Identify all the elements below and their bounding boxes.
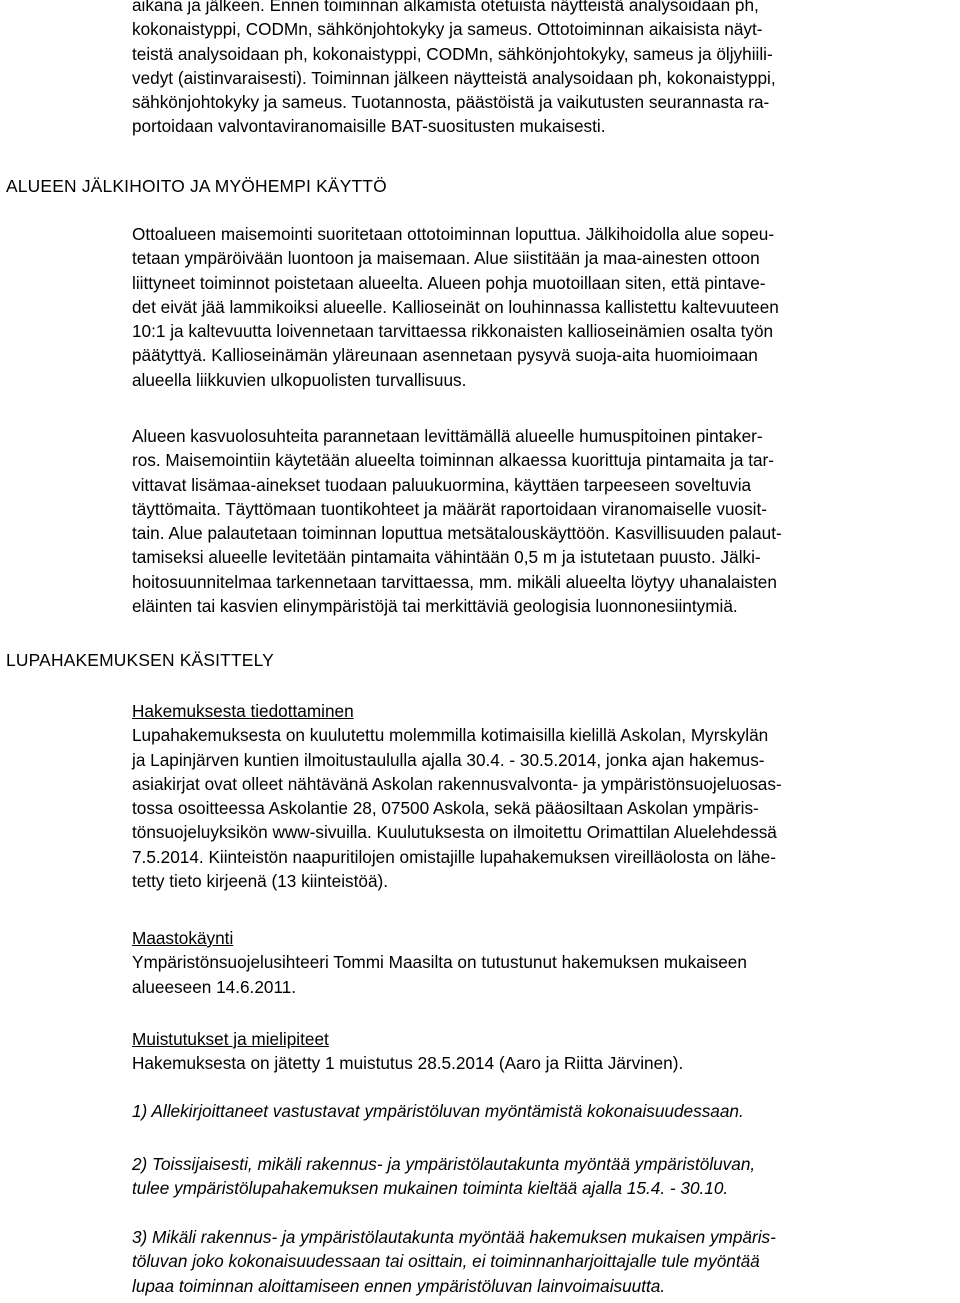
section-heading-aftercare: ALUEEN JÄLKIHOITO JA MYÖHEMPI KÄYTTÖ bbox=[6, 176, 387, 196]
objection-point-1 bbox=[132, 1099, 944, 1123]
text-line: asiakirjat ovat olleet nähtävänä Askolan rakennusvalvonta- ja ympäristönsuojeluosas- bbox=[132, 773, 782, 794]
text-line: kokonaistyppi, CODMn, sähkönjohtokyky ja sameus. Ottotoiminnan aikaisista näyt- bbox=[132, 19, 763, 40]
text-line: lupaa toiminnan aloittamiseen ennen ympäristöluvan lainvoimaisuutta. bbox=[132, 1275, 666, 1296]
text-line: teistä analysoidaan ph, kokonaistyppi, CODMn, sähkönjohtokyky, sameus ja öljyhiili- bbox=[132, 43, 773, 64]
text-line: vedyt (aistinvaraisesti). Toiminnan jälkeen näytteistä analysoidaan ph, kokonaistyppi, bbox=[132, 67, 776, 88]
text-line: Ottoalueen maisemointi suoritetaan ottotoiminnan loputtua. Jälkihoidolla alue sopeu- bbox=[132, 224, 775, 244]
text-line: det eivät jää lammikoiksi alueelle. Kallioseinät on louhinnassa kallistettu kaltevuuteen bbox=[132, 296, 779, 317]
text-line: töluvan joko kokonaisuudessaan tai osittain, ei toiminnanharjoittajalle tule myöntää bbox=[132, 1251, 760, 1272]
text-line: 2) Toissijaisesti, mikäli rakennus- ja ympäristölautakunta myöntää ympäristöluvan, bbox=[132, 1154, 756, 1174]
text-line: ros. Maisemointiin käytetään alueelta toiminnan alkaessa kuorittuja pintamaita ja tar- bbox=[132, 450, 774, 471]
text-line: liittyneet toiminnot poistetaan alueelta. Alueen pohja muotoillaan siten, että pintave- bbox=[132, 272, 766, 293]
site-visit-block bbox=[132, 926, 944, 999]
aftercare-paragraph-2 bbox=[132, 424, 944, 618]
section-heading-processing: LUPAHAKEMUKSEN KÄSITTELY bbox=[6, 650, 274, 670]
objections-block bbox=[132, 1027, 944, 1076]
objection-point-3 bbox=[132, 1225, 944, 1298]
intro-paragraph bbox=[132, 0, 944, 139]
text-line: Lupahakemuksesta on kuulutettu molemmilla kotimaisilla kielillä Askolan, Myrskylän bbox=[132, 725, 769, 746]
text-line: alueella liikkuvien ulkopuolisten turvallisuus. bbox=[132, 369, 467, 390]
notice-block bbox=[132, 699, 944, 893]
text-line: tossa osoitteessa Askolantie 28, 07500 Askola, sekä pääosiltaan Askolan ympäris- bbox=[132, 798, 759, 819]
text-line: tain. Alue palautetaan toiminnan loputtua metsätalouskäyttöön. Kasvillisuuden palaut- bbox=[132, 523, 782, 544]
text-line: eläinten tai kasvien elinympäristöjä tai merkittäviä geologisia luonnonesiintymiä. bbox=[132, 596, 738, 617]
text-line: 7.5.2014. Kiinteistön naapuritilojen omistajille lupahakemuksen vireilläolosta on lähe- bbox=[132, 846, 776, 867]
text-line: 10:1 ja kaltevuutta loivennetaan tarvittaessa rikkonaisten kallioseinämien osalta työn bbox=[132, 321, 774, 342]
objections-subheading: Muistutukset ja mielipiteet bbox=[132, 1029, 329, 1049]
text-line: aikana ja jälkeen. Ennen toiminnan alkamista otetuista näytteistä analysoidaan ph, bbox=[132, 0, 759, 15]
text-line: tönsuojeluyksikön www-sivuilla. Kuulutuksesta on ilmoitettu Orimattilan Aluelehdessä bbox=[132, 822, 777, 843]
text-line: Alueen kasvuolosuhteita parannetaan levittämällä alueelle humuspitoinen pintaker- bbox=[132, 426, 763, 446]
text-line: 3) Mikäli rakennus- ja ympäristölautakunta myöntää hakemuksen mukaisen ympäris- bbox=[132, 1227, 776, 1247]
text-line: tamiseksi alueelle levitetään pintamaita vähintään 0,5 m ja istutetaan puusto. Jälki- bbox=[132, 547, 761, 568]
text-line: alueeseen 14.6.2011. bbox=[132, 976, 297, 997]
text-line: tulee ympäristölupahakemuksen mukainen toiminta kieltää ajalla 15.4. - 30.10. bbox=[132, 1178, 729, 1199]
text-line: päätyttyä. Kallioseinämän yläreunaan asennetaan pysyvä suoja-aita huomioimaan bbox=[132, 345, 758, 366]
text-line: tetaan ympäröivään luontoon ja maisemaan. Alue siistitään ja maa-ainesten ottoon bbox=[132, 248, 760, 269]
text-line: vittavat lisämaa-ainekset tuodaan paluukuormina, käyttäen tarpeeseen soveltuvia bbox=[132, 474, 752, 495]
text-line: hoitosuunnitelmaa tarkennetaan tarvittaessa, mm. mikäli alueelta löytyy uhanalaisten bbox=[132, 571, 777, 592]
text-line: portoidaan valvontaviranomaisille BAT-suositusten mukaisesti. bbox=[132, 116, 606, 137]
notice-subheading: Hakemuksesta tiedottaminen bbox=[132, 701, 354, 721]
text-line: täyttömaita. Täyttömaan tuontikohteet ja määrät raportoidaan viranomaiselle vuosit- bbox=[132, 498, 767, 519]
site-visit-subheading: Maastokäynti bbox=[132, 928, 234, 948]
aftercare-paragraph-1 bbox=[132, 222, 944, 392]
text-line: Hakemuksesta on jätetty 1 muistutus 28.5.2014 (Aaro ja Riitta Järvinen). bbox=[132, 1053, 684, 1074]
text-line: sähkönjohtokyky ja sameus. Tuotannosta, päästöistä ja vaikutusten seurannasta ra- bbox=[132, 92, 770, 113]
text-line: ja Lapinjärven kuntien ilmoitustaululla ajalla 30.4. - 30.5.2014, jonka ajan hakemus- bbox=[132, 749, 765, 770]
text-line: tetty tieto kirjeenä (13 kiinteistöä). bbox=[132, 871, 389, 892]
text-line: Ympäristönsuojelusihteeri Tommi Maasilta on tutustunut hakemuksen mukaiseen bbox=[132, 952, 747, 973]
objection-point-2 bbox=[132, 1152, 944, 1201]
text-line: 1) Allekirjoittaneet vastustavat ympäristöluvan myöntämistä kokonaisuudessaan. bbox=[132, 1101, 744, 1121]
